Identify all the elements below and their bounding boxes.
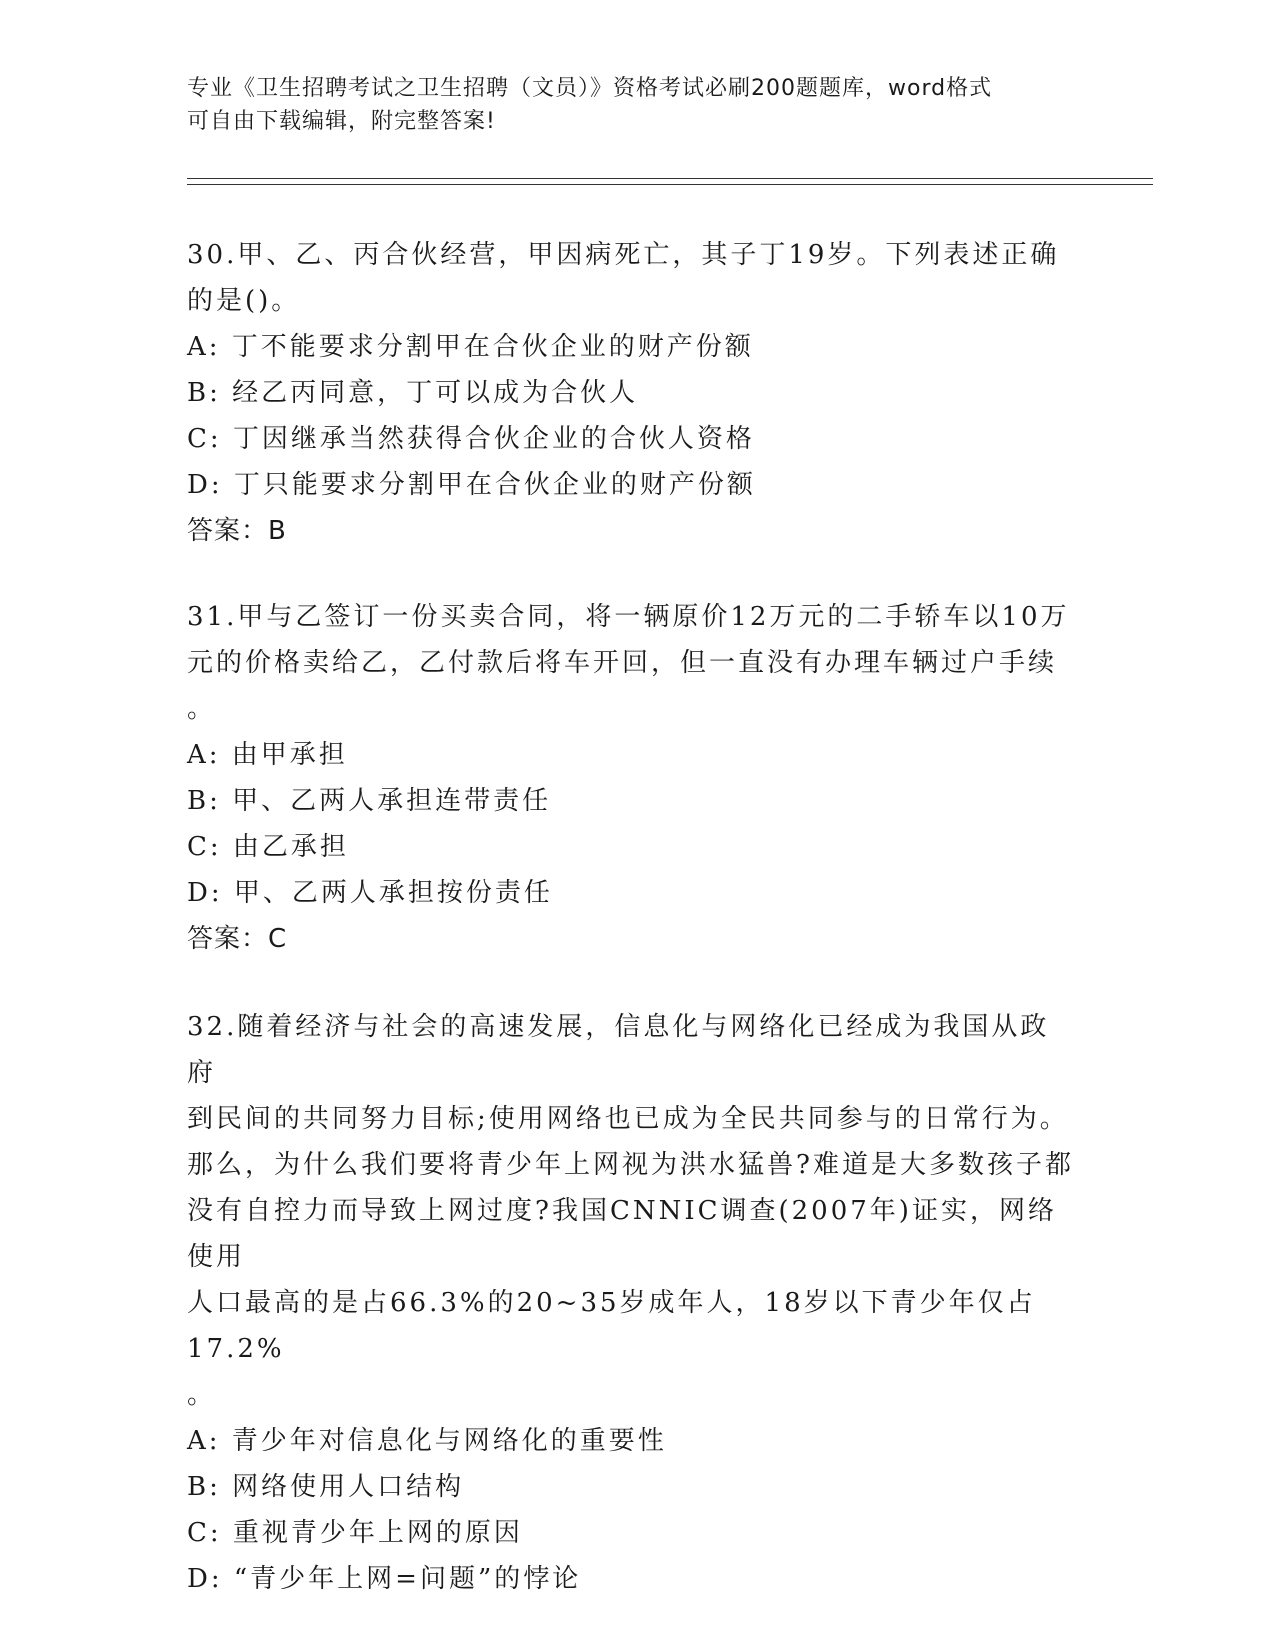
option-c: C: 丁因继承当然获得合伙企业的合伙人资格	[187, 424, 755, 454]
question-32	[187, 1004, 1077, 1602]
option-b: B: 甲、乙两人承担连带责任	[187, 786, 552, 816]
question-line: 人口最高的是占66.3%的20~35岁成年人，18岁以下青少年仅占17.2%	[187, 1288, 1036, 1364]
option-a: A: 丁不能要求分割甲在合伙企业的财产份额	[187, 332, 754, 362]
option-c: C: 重视青少年上网的原因	[187, 1518, 523, 1548]
option-b: B: 经乙丙同意，丁可以成为合伙人	[187, 378, 639, 408]
question-line: 。	[187, 1380, 217, 1410]
answer-label: 答案：C	[187, 924, 288, 954]
question-line: 31.甲与乙签订一份买卖合同，将一辆原价12万元的二手轿车以10万	[187, 602, 1070, 632]
option-d: D: 甲、乙两人承担按份责任	[187, 878, 553, 908]
answer-label: 答案：B	[187, 516, 287, 546]
question-line: 。	[187, 694, 217, 724]
header-divider-top	[187, 178, 1153, 179]
question-31	[187, 594, 1077, 962]
option-b: B: 网络使用人口结构	[187, 1472, 465, 1502]
header-line-2: 可自由下载编辑，附完整答案!	[187, 109, 496, 134]
question-line: 元的价格卖给乙，乙付款后将车开回，但一直没有办理车辆过户手续	[187, 648, 1058, 678]
header-divider-bottom	[187, 184, 1153, 185]
header-line-1: 专业《卫生招聘考试之卫生招聘（文员）》资格考试必刷200题题库，word格式	[187, 76, 993, 101]
option-d: D: “青少年上网=问题”的悖论	[187, 1564, 582, 1594]
question-line: 到民间的共同努力目标;使用网络也已成为全民共同参与的日常行为。	[187, 1104, 1069, 1134]
option-a: A: 由甲承担	[187, 740, 348, 770]
option-c: C: 由乙承担	[187, 832, 349, 862]
question-30	[187, 232, 1077, 554]
question-line: 那么，为什么我们要将青少年上网视为洪水猛兽?难道是大多数孩子都	[187, 1150, 1074, 1180]
option-d: D: 丁只能要求分割甲在合伙企业的财产份额	[187, 470, 756, 500]
question-line: 没有自控力而导致上网过度?我国CNNIC调查(2007年)证实，网络使用	[187, 1196, 1057, 1272]
question-line: 30.甲、乙、丙合伙经营，甲因病死亡，其子丁19岁。下列表述正确	[187, 240, 1060, 270]
question-line: 32.随着经济与社会的高速发展，信息化与网络化已经成为我国从政府	[187, 1012, 1050, 1088]
document-header	[187, 72, 1067, 138]
question-line: 的是()。	[187, 286, 301, 316]
option-a: A: 青少年对信息化与网络化的重要性	[187, 1426, 667, 1456]
